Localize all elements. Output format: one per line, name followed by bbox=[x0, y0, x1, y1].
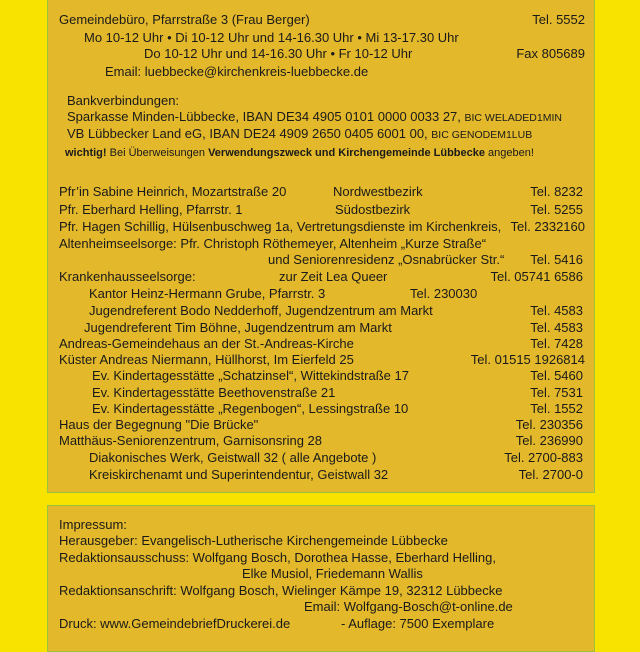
contact-district: Nordwestbezirk bbox=[333, 184, 423, 199]
bank-vb-bic: BIC GENODEM1LUB bbox=[431, 129, 533, 141]
contact-text: Pfr. Eberhard Helling, Pfarrstr. 1 bbox=[59, 202, 243, 217]
notice-text-2: angeben! bbox=[484, 147, 534, 159]
notice-prefix: wichtig! bbox=[65, 147, 107, 159]
contact-tel: Tel. 8232 bbox=[530, 184, 583, 199]
impressum-publisher: Herausgeber: Evangelisch-Lutherische Kirchengemeinde Lübbecke bbox=[59, 533, 448, 548]
contact-text: Kantor Heinz-Hermann Grube, Pfarrstr. 3 bbox=[89, 286, 326, 301]
contact-tel: Tel. 5255 bbox=[530, 202, 583, 217]
contact-tel: Tel. 7428 bbox=[530, 336, 583, 351]
contact-tel: Tel. 2700-883 bbox=[504, 450, 583, 465]
bank-heading: Bankverbindungen: bbox=[67, 93, 180, 108]
contact-text: Jugendreferent Bodo Nedderhoff, Jugendzentrum am Markt bbox=[89, 303, 433, 318]
contact-text: Altenheimseelsorge: Pfr. Christoph Röthemeyer, Altenheim „Kurze Straße“ bbox=[59, 236, 487, 251]
contact-text: Matthäus-Seniorenzentrum, Garnisonsring 28 bbox=[59, 433, 323, 448]
contact-tel: Tel. 5460 bbox=[530, 368, 583, 383]
impressum-committee: Redaktionsausschuss: Wolfgang Bosch, Dorothea Hasse, Eberhard Helling, bbox=[59, 550, 496, 565]
contact-tel: Tel. 2332160 bbox=[510, 219, 585, 234]
notice-bold: Verwendungszweck und Kirchengemeinde Lübbecke bbox=[208, 147, 485, 159]
contact-text: Krankenhausseelsorge: bbox=[59, 269, 196, 284]
contact-tel: Tel. 5416 bbox=[530, 252, 583, 267]
contact-text: Pfr. Hagen Schillig, Hülsenbuschweg 1a, Vertretungsdienste im Kirchenkreis, bbox=[59, 219, 502, 234]
impressum-address: Redaktionsanschrift: Wolfgang Bosch, Wielinger Kämpe 19, 32312 Lübbecke bbox=[59, 583, 503, 598]
contact-tel: Tel. 230356 bbox=[515, 417, 583, 432]
contact-tel: Tel. 4583 bbox=[530, 320, 583, 335]
bank-sparkasse-bic: BIC WELADED1MIN bbox=[464, 112, 562, 124]
contact-tel: Tel. 1552 bbox=[530, 401, 583, 416]
contact-tel: Tel. 230030 bbox=[410, 286, 478, 301]
bank-notice bbox=[65, 144, 534, 162]
contact-text: Ev. Kindertagesstätte „Regenbogen“, Lessingstraße 10 bbox=[92, 401, 409, 416]
impressum-email[interactable]: Email: Wolfgang-Bosch@t-online.de bbox=[304, 599, 513, 614]
contact-text: Küster Andreas Niermann, Hüllhorst, Im Eierfeld 25 bbox=[59, 352, 354, 367]
bank-vb-iban: VB Lübbecker Land eG, IBAN DE24 4909 2650 0405 6001 00, bbox=[67, 126, 428, 141]
office-email[interactable]: Email: luebbecke@kirchenkreis-luebbecke.de bbox=[105, 64, 369, 79]
contact-tel: Tel. 05741 6586 bbox=[490, 269, 583, 284]
impressum-edition: - Auflage: 7500 Exemplare bbox=[341, 616, 495, 631]
bank-vb bbox=[67, 125, 532, 144]
office-hours-1: Mo 10-12 Uhr • Di 10-12 Uhr und 14-16.30 Uhr • Mi 13-17.30 Uhr bbox=[84, 30, 459, 45]
contact-tel: Tel. 2700-0 bbox=[518, 467, 583, 482]
impressum-heading: Impressum: bbox=[59, 517, 127, 532]
bank-sparkasse-iban: Sparkasse Minden-Lübbecke, IBAN DE34 4905 0101 0000 0033 27, bbox=[67, 109, 461, 124]
office-tel: Tel. 5552 bbox=[532, 12, 585, 27]
contact-tel: Tel. 4583 bbox=[530, 303, 583, 318]
notice-text-1: Bei Überweisungen bbox=[106, 147, 209, 159]
contact-text: Ev. Kindertagesstätte Beethovenstraße 21 bbox=[92, 385, 336, 400]
impressum-print[interactable]: Druck: www.GemeindebriefDruckerei.de bbox=[59, 616, 291, 631]
contact-text: Kreiskirchenamt und Superintendentur, Geistwall 32 bbox=[89, 467, 389, 482]
impressum-committee-2: Elke Musiol, Friedemann Wallis bbox=[242, 566, 423, 581]
contact-text: Andreas-Gemeindehaus an der St.-Andreas-Kirche bbox=[59, 336, 354, 351]
contact-text: Diakonisches Werk, Geistwall 32 ( alle Angebote ) bbox=[89, 450, 377, 465]
contact-text: Ev. Kindertagesstätte „Schatzinsel“, Wittekindstraße 17 bbox=[92, 368, 409, 383]
contact-text: und Seniorenresidenz „Osnabrücker Str.“ bbox=[268, 252, 505, 267]
contact-tel: Tel. 01515 1926814 bbox=[470, 352, 585, 367]
office-address: Gemeindebüro, Pfarrstraße 3 (Frau Berger) bbox=[59, 12, 310, 27]
office-fax: Fax 805689 bbox=[516, 46, 585, 61]
office-hours-2: Do 10-12 Uhr und 14-16.30 Uhr • Fr 10-12 Uhr bbox=[144, 46, 413, 61]
contact-tel: Tel. 7531 bbox=[530, 385, 583, 400]
contact-district: Südostbezirk bbox=[335, 202, 411, 217]
contact-district: zur Zeit Lea Queer bbox=[279, 269, 388, 284]
contact-tel: Tel. 236990 bbox=[515, 433, 583, 448]
contact-text: Jugendreferent Tim Böhne, Jugendzentrum am Markt bbox=[84, 320, 392, 335]
contact-text: Pfr’in Sabine Heinrich, Mozartstraße 20 bbox=[59, 184, 287, 199]
contact-text: Haus der Begegnung "Die Brücke" bbox=[59, 417, 259, 432]
